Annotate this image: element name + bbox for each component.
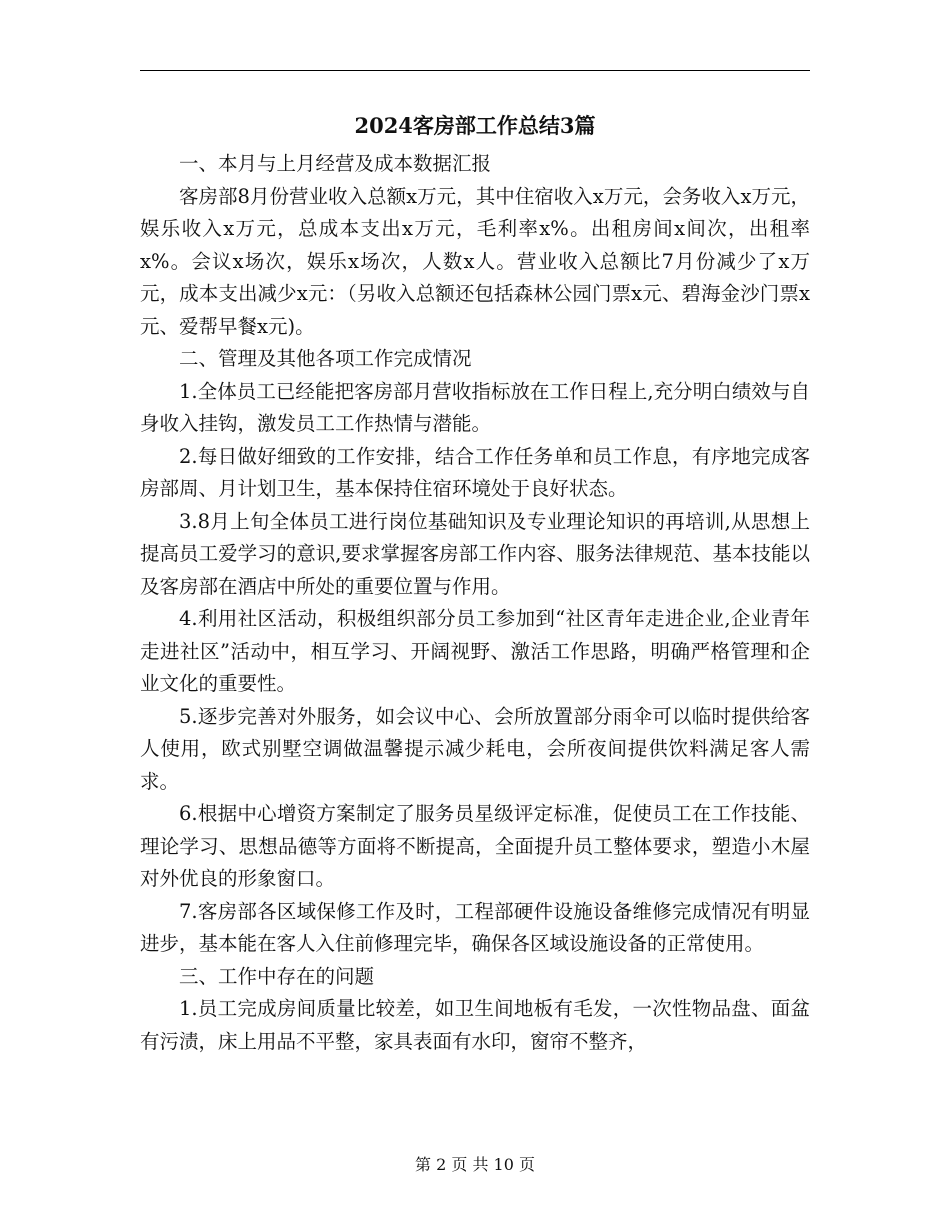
list-item: 3.8月上旬全体员工进行岗位基础知识及专业理论知识的再培训,从思想上提高员工爱学习的意识,要求掌握客房部工作内容、服务法律规范、基本技能以及客房部在酒店中所处的重要位置与作用。 <box>140 509 810 598</box>
document-title: 2024客房部工作总结3篇 <box>354 113 596 138</box>
list-item: 2.每日做好细致的工作安排，结合工作任务单和员工作息，有序地完成客房部周、月计划卫生，基本保持住宿环境处于良好状态。 <box>140 444 810 500</box>
list-item: 4.利用社区活动，积极组织部分员工参加到“社区青年走进企业,企业青年走进社区”活动中，相互学习、开阔视野、激活工作思路，明确严格管理和企业文化的重要性。 <box>140 607 810 695</box>
list-item: 6.根据中心增资方案制定了服务员星级评定标准，促使员工在工作技能、理论学习、思想品德等方面将不断提高，全面提升员工整体要求，塑造小木屋对外优良的形象窗口。 <box>140 802 810 890</box>
section-heading: 二、管理及其他各项工作完成情况 <box>179 347 472 370</box>
list-item: 5.逐步完善对外服务，如会议中心、会所放置部分雨伞可以临时提供给客人使用，欧式别墅空调做温馨提示减少耗电，会所夜间提供饮料满足客人需求。 <box>140 704 810 793</box>
document-body <box>140 148 810 1058</box>
page-number: 第 2 页 共 10 页 <box>415 1155 535 1174</box>
list-item: 1.员工完成房间质量比较差，如卫生间地板有毛发，一次性物品盘、面盆有污渍，床上用品不平整，家具表面有水印，窗帘不整齐， <box>140 997 810 1053</box>
paragraph: 客房部8月份营业收入总额x万元，其中住宿收入x万元，会务收入x万元，娱乐收入x万元，总成本支出x万元，毛利率x%。出租房间x间次，出租率x%。会议x场次，娱乐x场次，人数x人。营业收入总额比7月份减少了x万元，成本支出减少x元：（另收入总额还包括森林公园门票x元、碧海金沙门票x元、爱帮早餐x元)。 <box>140 184 810 338</box>
header-rule <box>140 70 810 71</box>
section-heading: 三、工作中存在的问题 <box>179 964 375 988</box>
section-heading: 一、本月与上月经营及成本数据汇报 <box>179 152 492 175</box>
list-item: 7.客房部各区域保修工作及时，工程部硬件设施设备维修完成情况有明显进步，基本能在客人入住前修理完毕，确保各区域设施设备的正常使用。 <box>140 899 810 955</box>
list-item: 1.全体员工已经能把客房部月营收指标放在工作日程上,充分明白绩效与自身收入挂钩，激发员工工作热情与潜能。 <box>140 379 810 435</box>
